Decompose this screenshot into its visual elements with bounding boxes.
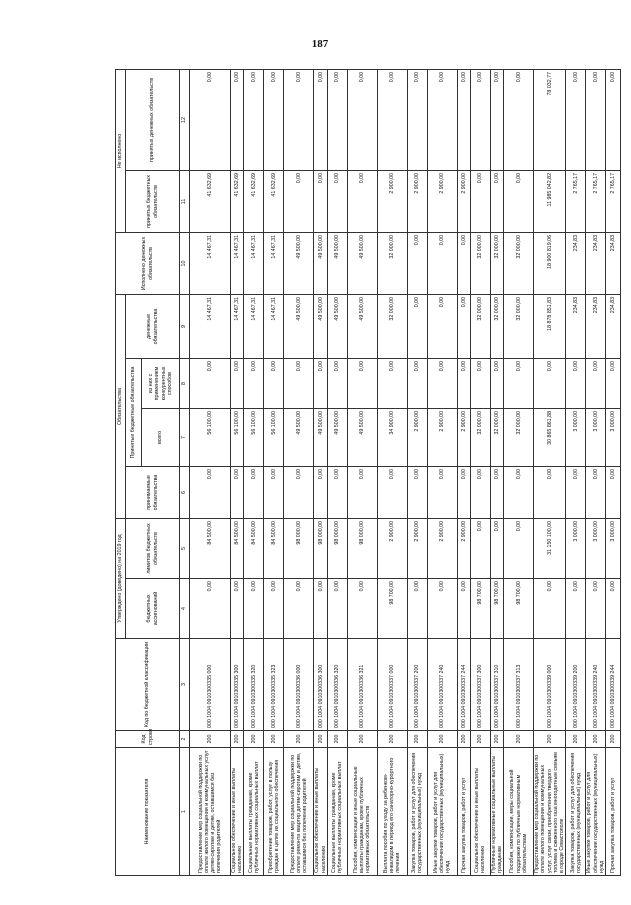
- row-allocations-cell: 0,00: [347, 579, 377, 639]
- row-competitive-cell: 0,00: [284, 358, 314, 408]
- row-not-executed-monetary-cell: 0,00: [427, 69, 457, 170]
- row-accepted-obligations-cell: 0,00: [606, 466, 621, 518]
- row-competitive-cell: 0,00: [606, 358, 621, 408]
- table-row: [427, 69, 457, 875]
- rotated-table-wrapper: [115, 70, 617, 876]
- row-monetary-cell: 49 500,00: [314, 294, 327, 358]
- row-executed-cell: 14 467,31: [231, 232, 244, 294]
- row-executed-cell: 49 500,00: [347, 232, 377, 294]
- row-limits-cell: 98 000,00: [284, 518, 314, 578]
- row-line-code-cell: 200: [457, 731, 470, 748]
- row-monetary-cell: 0,00: [407, 294, 427, 358]
- row-name-cell: Приобретение товаров, работ, услуг в пользу граждан в целях их социального обеспечения: [264, 748, 284, 876]
- row-line-code-cell: 200: [427, 731, 457, 748]
- row-monetary-cell: 32 000,00: [504, 294, 534, 358]
- row-limits-cell: 84 500,00: [244, 518, 264, 578]
- row-budget-code-cell: 000 1004 0910300337 300: [470, 639, 490, 731]
- row-executed-cell: 32 000,00: [490, 232, 503, 294]
- header-monetary: денежные обязательства: [126, 294, 180, 358]
- row-monetary-cell: 49 500,00: [347, 294, 377, 358]
- row-name-cell: Социальное обеспечение и иные выплаты населению: [231, 748, 244, 876]
- row-allocations-cell: 0,00: [566, 579, 586, 639]
- row-allocations-cell: 98 700,00: [377, 579, 407, 639]
- col-index: 4: [180, 579, 190, 639]
- budget-report-table: [115, 69, 621, 876]
- row-budget-code-cell: 000 1004 0910300337 244: [457, 639, 470, 731]
- table-row: [347, 69, 377, 875]
- row-line-code-cell: 200: [377, 731, 407, 748]
- row-line-code-cell: 200: [407, 731, 427, 748]
- row-not-executed-monetary-cell: 0,00: [457, 69, 470, 170]
- row-monetary-cell: 234,83: [586, 294, 606, 358]
- row-not-executed-monetary-cell: 0,00: [284, 69, 314, 170]
- row-budget-code-cell: 000 1004 0910300337 310: [490, 639, 503, 731]
- header-competitive: из них с применением конкурентных способов: [142, 358, 180, 408]
- row-executed-cell: 14 467,31: [190, 232, 231, 294]
- row-accepted-total-cell: 3 000,00: [606, 408, 621, 466]
- row-competitive-cell: 0,00: [490, 358, 503, 408]
- row-line-code-cell: 200: [490, 731, 503, 748]
- row-not-executed-budget-cell: 2 765,17: [586, 170, 606, 232]
- row-allocations-cell: 98 700,00: [470, 579, 490, 639]
- row-line-code-cell: 200: [231, 731, 244, 748]
- row-budget-code-cell: 000 1004 0910300336 000: [284, 639, 314, 731]
- row-line-code-cell: 200: [244, 731, 264, 748]
- row-accepted-total-cell: 32 000,00: [490, 408, 503, 466]
- row-accepted-total-cell: 32 000,00: [470, 408, 490, 466]
- row-competitive-cell: 0,00: [314, 358, 327, 408]
- row-not-executed-monetary-cell: 0,00: [190, 69, 231, 170]
- row-accepted-total-cell: 34 900,00: [377, 408, 407, 466]
- row-name-cell: Социальные выплаты гражданам, кроме публичных нормативных социальных выплат: [244, 748, 264, 876]
- row-budget-code-cell: 000 1004 0910300336 300: [314, 639, 327, 731]
- table-row: [284, 69, 314, 875]
- row-accepted-total-cell: 56 100,00: [190, 408, 231, 466]
- row-accepted-obligations-cell: 0,00: [504, 466, 534, 518]
- table-row: [504, 69, 534, 875]
- row-competitive-cell: 0,00: [190, 358, 231, 408]
- row-limits-cell: 2 900,00: [377, 518, 407, 578]
- row-limits-cell: 0,00: [470, 518, 490, 578]
- row-name-cell: Социальные выплаты гражданам, кроме публичных нормативных социальных выплат: [327, 748, 347, 876]
- row-monetary-cell: 0,00: [457, 294, 470, 358]
- row-name-cell: Выплата пособия по уходу за ребенком-инвалидом в период его санаторно-курортного лечения: [377, 748, 407, 876]
- row-monetary-cell: 14 467,31: [244, 294, 264, 358]
- row-name-cell: Иные закупки товаров, работ и услуг для обеспечения государственных (муниципальных) нужд: [427, 748, 457, 876]
- row-not-executed-monetary-cell: 0,00: [606, 69, 621, 170]
- row-accepted-obligations-cell: 0,00: [534, 466, 566, 518]
- row-line-code-cell: 200: [534, 731, 566, 748]
- row-not-executed-monetary-cell: 0,00: [490, 69, 503, 170]
- row-not-executed-budget-cell: 41 632,69: [231, 170, 244, 232]
- table-row: [231, 69, 244, 875]
- row-accepted-total-cell: 49 500,00: [284, 408, 314, 466]
- row-not-executed-monetary-cell: 0,00: [407, 69, 427, 170]
- row-executed-cell: 49 500,00: [327, 232, 347, 294]
- row-limits-cell: 3 000,00: [606, 518, 621, 578]
- header-budget-allocations: бюджетных ассигнований: [126, 579, 180, 639]
- row-not-executed-budget-cell: 0,00: [347, 170, 377, 232]
- row-allocations-cell: 0,00: [586, 579, 606, 639]
- row-name-cell: Предоставление мер социальной поддержки по оплате жилого помещения и коммунальных услуг детям-сиротам и детям, оставшимся без попечения родителей: [190, 748, 231, 876]
- row-accepted-obligations-cell: 0,00: [457, 466, 470, 518]
- col-index: 7: [180, 408, 190, 466]
- row-allocations-cell: 0,00: [407, 579, 427, 639]
- row-name-cell: Закупка товаров, работ и услуг для обеспечения государственных (муниципальных) нужд: [566, 748, 586, 876]
- row-name-cell: Прочая закупка товаров, работ и услуг: [457, 748, 470, 876]
- row-accepted-total-cell: 30 865 861,88: [534, 408, 566, 466]
- row-not-executed-monetary-cell: 0,00: [470, 69, 490, 170]
- row-budget-code-cell: 000 1004 0910300339 244: [606, 639, 621, 731]
- row-monetary-cell: 49 500,00: [284, 294, 314, 358]
- row-not-executed-budget-cell: 11 985 042,82: [534, 170, 566, 232]
- row-accepted-obligations-cell: 0,00: [264, 466, 284, 518]
- table-body: [190, 69, 621, 875]
- header-accepted-budget-ne: принятых бюджетных обязательств: [126, 170, 180, 232]
- row-name-cell: Социальное обеспечение и иные выплаты населению: [470, 748, 490, 876]
- row-allocations-cell: 0,00: [427, 579, 457, 639]
- row-not-executed-monetary-cell: 0,00: [327, 69, 347, 170]
- row-not-executed-monetary-cell: 0,00: [314, 69, 327, 170]
- table-row: [566, 69, 586, 875]
- row-competitive-cell: 0,00: [407, 358, 427, 408]
- row-executed-cell: 0,00: [407, 232, 427, 294]
- row-not-executed-budget-cell: 41 632,69: [244, 170, 264, 232]
- row-name-cell: Пособия, компенсации и иные социальные выплаты гражданам, кроме публичных нормативных обязательств: [347, 748, 377, 876]
- row-line-code-cell: 200: [470, 731, 490, 748]
- row-accepted-obligations-cell: 0,00: [327, 466, 347, 518]
- row-limits-cell: 98 000,00: [347, 518, 377, 578]
- row-line-code-cell: 200: [606, 731, 621, 748]
- row-budget-code-cell: 000 1004 0910300339 200: [566, 639, 586, 731]
- page-number: 187: [311, 38, 329, 50]
- row-budget-code-cell: 000 1004 0910300336 321: [347, 639, 377, 731]
- row-not-executed-monetary-cell: 0,00: [244, 69, 264, 170]
- row-limits-cell: 3 000,00: [566, 518, 586, 578]
- row-limits-cell: 0,00: [490, 518, 503, 578]
- row-accepted-obligations-cell: 0,00: [190, 466, 231, 518]
- row-limits-cell: 2 900,00: [427, 518, 457, 578]
- header-budget-code: Код по бюджетной классификации: [116, 639, 180, 731]
- row-monetary-cell: 32 000,00: [470, 294, 490, 358]
- row-not-executed-monetary-cell: 0,00: [504, 69, 534, 170]
- row-monetary-cell: 18 878 851,83: [534, 294, 566, 358]
- col-index: 5: [180, 518, 190, 578]
- row-allocations-cell: 0,00: [606, 579, 621, 639]
- row-budget-code-cell: 000 1004 0910300337 313: [504, 639, 534, 731]
- row-line-code-cell: 200: [264, 731, 284, 748]
- row-allocations-cell: 0,00: [457, 579, 470, 639]
- row-not-executed-budget-cell: 0,00: [314, 170, 327, 232]
- row-name-cell: Предоставление мер социальной поддержки по оплате жилого помещения и коммунальных услуг, услуг связи, приобретения твердого топлива и сжиженного газа многодетным семьям в городе Севастополе: [534, 748, 566, 876]
- header-budget-limits: лимитов бюджетных обязательств: [126, 518, 180, 578]
- row-executed-cell: 234,83: [566, 232, 586, 294]
- header-total: всего: [142, 408, 180, 466]
- row-executed-cell: 32 000,00: [377, 232, 407, 294]
- row-limits-cell: 84 500,00: [190, 518, 231, 578]
- row-limits-cell: 84 500,00: [231, 518, 244, 578]
- table-row: [606, 69, 621, 875]
- row-accepted-total-cell: 2 900,00: [407, 408, 427, 466]
- row-accepted-obligations-cell: 0,00: [377, 466, 407, 518]
- row-name-cell: Иные закупки товаров, работ и услуг для обеспечения государственных (муниципальных) нужд: [586, 748, 606, 876]
- col-index: 10: [180, 232, 190, 294]
- row-monetary-cell: 14 467,31: [231, 294, 244, 358]
- row-competitive-cell: 0,00: [377, 358, 407, 408]
- table-row: [534, 69, 566, 875]
- row-line-code-cell: 200: [327, 731, 347, 748]
- row-accepted-total-cell: 49 500,00: [347, 408, 377, 466]
- table-row: [327, 69, 347, 875]
- row-line-code-cell: 200: [586, 731, 606, 748]
- col-index: 2: [180, 731, 190, 748]
- row-line-code-cell: 200: [284, 731, 314, 748]
- row-not-executed-budget-cell: 2 900,00: [407, 170, 427, 232]
- row-competitive-cell: 0,00: [347, 358, 377, 408]
- row-limits-cell: 98 000,00: [327, 518, 347, 578]
- row-executed-cell: 14 467,31: [244, 232, 264, 294]
- row-budget-code-cell: 000 1004 0910300337 000: [377, 639, 407, 731]
- row-executed-cell: 32 000,00: [470, 232, 490, 294]
- row-not-executed-budget-cell: 0,00: [470, 170, 490, 232]
- row-allocations-cell: 0,00: [534, 579, 566, 639]
- table-row: [490, 69, 503, 875]
- row-not-executed-budget-cell: 0,00: [490, 170, 503, 232]
- row-accepted-obligations-cell: 0,00: [470, 466, 490, 518]
- row-not-executed-budget-cell: 2 765,17: [566, 170, 586, 232]
- row-monetary-cell: 32 000,00: [490, 294, 503, 358]
- table-row: [190, 69, 231, 875]
- header-obligations: Обязательства: [116, 294, 126, 518]
- row-name-cell: Предоставление мер социальной поддержки по оплате ремонта квартир детям-сиротам и детям, оставшимся без попечения родителей: [284, 748, 314, 876]
- row-accepted-obligations-cell: 0,00: [586, 466, 606, 518]
- row-allocations-cell: 0,00: [314, 579, 327, 639]
- row-accepted-total-cell: 56 100,00: [264, 408, 284, 466]
- row-not-executed-monetary-cell: 0,00: [264, 69, 284, 170]
- table-row: [407, 69, 427, 875]
- row-executed-cell: 18 900 819,06: [534, 232, 566, 294]
- row-monetary-cell: 234,83: [606, 294, 621, 358]
- row-not-executed-monetary-cell: 0,00: [231, 69, 244, 170]
- row-competitive-cell: 0,00: [264, 358, 284, 408]
- row-budget-code-cell: 000 1004 0910300339 000: [534, 639, 566, 731]
- row-budget-code-cell: 000 1004 0910300335 000: [190, 639, 231, 731]
- row-budget-code-cell: 000 1004 0910300337 240: [427, 639, 457, 731]
- row-name-cell: Прочая закупка товаров, работ и услуг: [606, 748, 621, 876]
- row-accepted-total-cell: 56 100,00: [244, 408, 264, 466]
- row-line-code-cell: 200: [504, 731, 534, 748]
- col-index: 11: [180, 170, 190, 232]
- header-accepted-obligations: принимаемые обязательства: [126, 466, 180, 518]
- row-budget-code-cell: 000 1004 0910300336 320: [327, 639, 347, 731]
- row-accepted-total-cell: 56 100,00: [231, 408, 244, 466]
- row-limits-cell: 98 000,00: [314, 518, 327, 578]
- row-not-executed-monetary-cell: 0,00: [347, 69, 377, 170]
- row-accepted-total-cell: 32 000,00: [504, 408, 534, 466]
- row-allocations-cell: 0,00: [284, 579, 314, 639]
- row-not-executed-budget-cell: 0,00: [284, 170, 314, 232]
- row-monetary-cell: 234,83: [566, 294, 586, 358]
- row-budget-code-cell: 000 1004 0910300337 200: [407, 639, 427, 731]
- row-competitive-cell: 0,00: [231, 358, 244, 408]
- row-competitive-cell: 0,00: [327, 358, 347, 408]
- row-monetary-cell: 14 467,31: [190, 294, 231, 358]
- col-index: 1: [180, 748, 190, 876]
- row-accepted-obligations-cell: 0,00: [407, 466, 427, 518]
- header-approved: Утверждено (доведено) на 2019 год: [116, 518, 126, 638]
- row-allocations-cell: 0,00: [327, 579, 347, 639]
- row-limits-cell: 2 900,00: [457, 518, 470, 578]
- row-accepted-total-cell: 3 000,00: [586, 408, 606, 466]
- col-index: 6: [180, 466, 190, 518]
- row-accepted-obligations-cell: 0,00: [231, 466, 244, 518]
- row-executed-cell: 14 467,31: [264, 232, 284, 294]
- row-not-executed-monetary-cell: 0,00: [566, 69, 586, 170]
- table-row: [264, 69, 284, 875]
- row-allocations-cell: 98 700,00: [504, 579, 534, 639]
- row-executed-cell: 0,00: [427, 232, 457, 294]
- row-competitive-cell: 0,00: [504, 358, 534, 408]
- row-accepted-obligations-cell: 0,00: [347, 466, 377, 518]
- row-budget-code-cell: 000 1004 0910300339 240: [586, 639, 606, 731]
- row-limits-cell: 2 900,00: [407, 518, 427, 578]
- row-line-code-cell: 200: [190, 731, 231, 748]
- row-monetary-cell: 0,00: [427, 294, 457, 358]
- row-accepted-total-cell: 3 000,00: [566, 408, 586, 466]
- row-limits-cell: 84 500,00: [264, 518, 284, 578]
- row-executed-cell: 234,83: [586, 232, 606, 294]
- row-executed-cell: 49 500,00: [314, 232, 327, 294]
- row-accepted-total-cell: 2 900,00: [457, 408, 470, 466]
- row-monetary-cell: 14 467,31: [264, 294, 284, 358]
- row-not-executed-budget-cell: 0,00: [504, 170, 534, 232]
- table-row: [314, 69, 327, 875]
- row-allocations-cell: 0,00: [231, 579, 244, 639]
- header-accepted-monetary-ne: принятых денежных обязательств: [126, 69, 180, 170]
- row-not-executed-budget-cell: 2 765,17: [606, 170, 621, 232]
- row-competitive-cell: 0,00: [566, 358, 586, 408]
- row-not-executed-budget-cell: 2 900,00: [457, 170, 470, 232]
- row-budget-code-cell: 000 1004 0910300335 320: [244, 639, 264, 731]
- row-allocations-cell: 0,00: [190, 579, 231, 639]
- row-executed-cell: 0,00: [457, 232, 470, 294]
- row-allocations-cell: 0,00: [244, 579, 264, 639]
- row-allocations-cell: 0,00: [264, 579, 284, 639]
- row-not-executed-monetary-cell: 0,00: [377, 69, 407, 170]
- row-monetary-cell: 49 500,00: [327, 294, 347, 358]
- row-limits-cell: 0,00: [504, 518, 534, 578]
- rotated-table-frame: [115, 70, 617, 876]
- col-index: 12: [180, 69, 190, 170]
- row-budget-code-cell: 000 1004 0910300335 323: [264, 639, 284, 731]
- col-index: 8: [180, 358, 190, 408]
- row-executed-cell: 49 500,00: [284, 232, 314, 294]
- row-not-executed-budget-cell: 41 632,69: [190, 170, 231, 232]
- row-accepted-total-cell: 2 900,00: [427, 408, 457, 466]
- row-name-cell: Закупка товаров, работ и услуг для обеспечения государственных (муниципальных) нужд: [407, 748, 427, 876]
- row-competitive-cell: 0,00: [586, 358, 606, 408]
- row-limits-cell: 31 150 100,00: [534, 518, 566, 578]
- header-name: Наименование показателя: [116, 748, 180, 876]
- row-line-code-cell: 200: [314, 731, 327, 748]
- row-competitive-cell: 0,00: [427, 358, 457, 408]
- row-accepted-obligations-cell: 0,00: [314, 466, 327, 518]
- header-executed-monetary: Исполнено денежных обязательств: [116, 232, 180, 294]
- row-accepted-total-cell: 49 500,00: [327, 408, 347, 466]
- header-accepted-budget: Принятые бюджетные обязательства: [126, 358, 142, 466]
- row-line-code-cell: 200: [566, 731, 586, 748]
- row-name-cell: Социальное обеспечение и иные выплаты населению: [314, 748, 327, 876]
- row-executed-cell: 32 000,00: [504, 232, 534, 294]
- row-competitive-cell: 0,00: [470, 358, 490, 408]
- header-not-executed: Не исполнено: [116, 69, 126, 232]
- row-competitive-cell: 0,00: [244, 358, 264, 408]
- table-row: [457, 69, 470, 875]
- row-accepted-total-cell: 49 500,00: [314, 408, 327, 466]
- row-name-cell: Публичные нормативные социальные выплаты гражданам: [490, 748, 503, 876]
- row-budget-code-cell: 000 1004 0910300335 300: [231, 639, 244, 731]
- col-index: 3: [180, 639, 190, 731]
- row-not-executed-monetary-cell: 78 032,77: [534, 69, 566, 170]
- table-row: [586, 69, 606, 875]
- row-competitive-cell: 0,00: [534, 358, 566, 408]
- row-monetary-cell: 32 000,00: [377, 294, 407, 358]
- row-accepted-obligations-cell: 0,00: [244, 466, 264, 518]
- col-index: 9: [180, 294, 190, 358]
- table-header: [116, 69, 190, 875]
- row-accepted-obligations-cell: 0,00: [490, 466, 503, 518]
- row-executed-cell: 234,83: [606, 232, 621, 294]
- row-limits-cell: 3 000,00: [586, 518, 606, 578]
- row-line-code-cell: 200: [347, 731, 377, 748]
- row-not-executed-budget-cell: 41 632,69: [264, 170, 284, 232]
- header-row-code: Код строки: [116, 731, 180, 748]
- table-row: [377, 69, 407, 875]
- row-allocations-cell: 98 700,00: [490, 579, 503, 639]
- row-name-cell: Пособия, компенсации, меры социальной поддержки по публичным нормативным обязательствам: [504, 748, 534, 876]
- row-not-executed-budget-cell: 2 900,00: [427, 170, 457, 232]
- row-not-executed-budget-cell: 0,00: [327, 170, 347, 232]
- row-accepted-obligations-cell: 0,00: [427, 466, 457, 518]
- table-row: [244, 69, 264, 875]
- row-accepted-obligations-cell: 0,00: [284, 466, 314, 518]
- row-accepted-obligations-cell: 0,00: [566, 466, 586, 518]
- row-not-executed-budget-cell: 2 900,00: [377, 170, 407, 232]
- row-not-executed-monetary-cell: 0,00: [586, 69, 606, 170]
- row-competitive-cell: 0,00: [457, 358, 470, 408]
- table-row: [470, 69, 490, 875]
